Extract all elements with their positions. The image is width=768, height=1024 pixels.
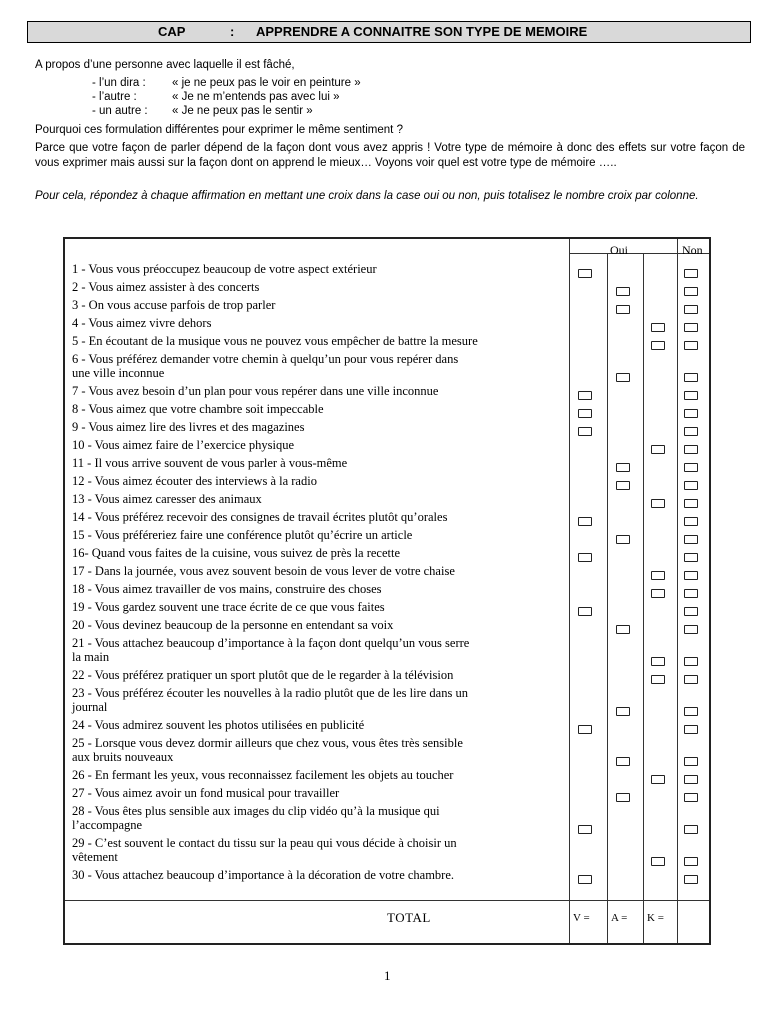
- page-number: 1: [384, 968, 391, 983]
- non-header: Non: [682, 243, 703, 257]
- question-row: [72, 280, 568, 294]
- title-cap: CAP: [158, 24, 186, 39]
- non-checkbox[interactable]: [684, 607, 698, 616]
- question-row: [72, 456, 568, 470]
- question-text: 9 - Vous aimez lire des livres et des magazines: [72, 420, 305, 434]
- non-checkbox[interactable]: [684, 725, 698, 734]
- question-text: 17 - Dans la journée, vous avez souvent besoin de vous lever de votre chaise: [72, 564, 455, 578]
- question-row: [72, 636, 568, 664]
- total-a: A =: [611, 912, 628, 924]
- oui-checkbox-k[interactable]: [651, 341, 665, 350]
- instruction-text: Pour cela, répondez à chaque affirmation en mettant une croix dans la case oui ou non, puis totalisez le nombre croix par colonne.: [35, 190, 699, 202]
- question-text: 6 - Vous préférez demander votre chemin à quelqu’un pour vous repérer dans: [72, 352, 459, 366]
- question-text: 11 - Il vous arrive souvent de vous parler à vous-même: [72, 456, 348, 470]
- oui-checkbox-k[interactable]: [651, 445, 665, 454]
- question-row: [72, 786, 568, 800]
- total-k: K =: [647, 912, 664, 924]
- oui-checkbox-v[interactable]: [578, 409, 592, 418]
- question-text: 2 - Vous aimez assister à des concerts: [72, 280, 260, 294]
- column-divider: [607, 253, 608, 943]
- question-row: [72, 316, 568, 330]
- non-checkbox[interactable]: [684, 775, 698, 784]
- question-row: [72, 736, 568, 764]
- non-checkbox[interactable]: [684, 757, 698, 766]
- question-row: [72, 492, 568, 506]
- oui-checkbox-a[interactable]: [616, 625, 630, 634]
- oui-checkbox-v[interactable]: [578, 553, 592, 562]
- total-v: V =: [573, 912, 590, 924]
- question-text: 15 - Vous préféreriez faire une conférence plutôt qu’écrire un article: [72, 528, 413, 542]
- non-checkbox[interactable]: [684, 391, 698, 400]
- non-checkbox[interactable]: [684, 571, 698, 580]
- intro-text: [35, 58, 747, 73]
- oui-checkbox-v[interactable]: [578, 607, 592, 616]
- question-text: 23 - Vous préférez écouter les nouvelles à la radio plutôt que de les lire dans un: [72, 686, 468, 700]
- explanation-text: Parce que votre façon de parler dépend de la façon dont vous avez appris ! Votre type de mémoire à donc des effets sur votre façon de vous exprimer mais aussi sur la façon dont on apprend le mieux… Voyons voir quel est votre type de mémoire …..: [35, 142, 745, 169]
- question-text: 14 - Vous préférez recevoir des consignes de travail écrites plutôt qu’orales: [72, 510, 448, 524]
- quotes-list: [92, 76, 361, 118]
- non-checkbox[interactable]: [684, 589, 698, 598]
- quote-speaker: - l’un dira :: [92, 77, 146, 89]
- question-text: l’accompagne: [72, 818, 143, 832]
- question-row: [72, 600, 568, 614]
- question-text: 20 - Vous devinez beaucoup de la personne en entendant sa voix: [72, 618, 394, 632]
- question-text: journal: [72, 700, 108, 714]
- title-box: [27, 21, 751, 43]
- question-text: 21 - Vous attachez beaucoup d’importance à la façon dont quelqu’un vous serre: [72, 636, 470, 650]
- question-text: 10 - Vous aimez faire de l’exercice physique: [72, 438, 295, 452]
- oui-checkbox-v[interactable]: [578, 725, 592, 734]
- non-checkbox[interactable]: [684, 341, 698, 350]
- oui-checkbox-a[interactable]: [616, 535, 630, 544]
- oui-checkbox-k[interactable]: [651, 675, 665, 684]
- non-checkbox[interactable]: [684, 305, 698, 314]
- non-checkbox[interactable]: [684, 323, 698, 332]
- question-row: [72, 668, 568, 682]
- question-text: 8 - Vous aimez que votre chambre soit impeccable: [72, 402, 324, 416]
- question-row: [72, 352, 568, 380]
- question-row: [72, 474, 568, 488]
- oui-checkbox-k[interactable]: [651, 323, 665, 332]
- non-checkbox[interactable]: [684, 657, 698, 666]
- non-checkbox[interactable]: [684, 825, 698, 834]
- oui-checkbox-v[interactable]: [578, 391, 592, 400]
- oui-checkbox-a[interactable]: [616, 481, 630, 490]
- quote-speaker: - l’autre :: [92, 91, 137, 103]
- oui-checkbox-k[interactable]: [651, 589, 665, 598]
- non-checkbox[interactable]: [684, 625, 698, 634]
- question-text: 22 - Vous préférez pratiquer un sport plutôt que de le regarder à la télévision: [72, 668, 454, 682]
- non-checkbox[interactable]: [684, 793, 698, 802]
- intro-line: A propos d’une personne avec laquelle il est fâché,: [35, 59, 295, 71]
- quote-text: « Je ne peux pas le sentir »: [172, 105, 313, 117]
- question-text: 30 - Vous attachez beaucoup d’importance à la décoration de votre chambre.: [72, 868, 455, 882]
- question-text: 27 - Vous aimez avoir un fond musical pour travailler: [72, 786, 340, 800]
- total-label: TOTAL: [387, 910, 431, 925]
- column-divider: [643, 253, 644, 943]
- quote-line: [92, 76, 361, 90]
- quote-text: « je ne peux pas le voir en peinture »: [172, 77, 361, 89]
- oui-checkbox-a[interactable]: [616, 463, 630, 472]
- oui-checkbox-k[interactable]: [651, 775, 665, 784]
- non-checkbox[interactable]: [684, 463, 698, 472]
- oui-checkbox-k[interactable]: [651, 571, 665, 580]
- question-text: 1 - Vous vous préoccupez beaucoup de votre aspect extérieur: [72, 262, 377, 276]
- question-text: 24 - Vous admirez souvent les photos utilisées en publicité: [72, 718, 365, 732]
- question-text: 18 - Vous aimez travailler de vos mains, construire des choses: [72, 582, 382, 596]
- question-row: [72, 836, 568, 864]
- non-checkbox[interactable]: [684, 517, 698, 526]
- question-text: vêtement: [72, 850, 118, 864]
- question-row: [72, 262, 568, 276]
- question-text: 26 - En fermant les yeux, vous reconnaissez facilement les objets au toucher: [72, 768, 454, 782]
- question-row: [72, 686, 568, 714]
- question-row: [72, 438, 568, 452]
- oui-checkbox-k[interactable]: [651, 657, 665, 666]
- question-row: [72, 420, 568, 434]
- question-row: [72, 510, 568, 524]
- question-row: [72, 298, 568, 312]
- non-checkbox[interactable]: [684, 535, 698, 544]
- oui-checkbox-a[interactable]: [616, 305, 630, 314]
- question-text: 29 - C’est souvent le contact du tissu sur la peau qui vous décide à choisir un: [72, 836, 457, 850]
- question-text: la main: [72, 650, 110, 664]
- non-checkbox[interactable]: [684, 427, 698, 436]
- question-text: une ville inconnue: [72, 366, 165, 380]
- question-row: [72, 582, 568, 596]
- non-checkbox[interactable]: [684, 269, 698, 278]
- column-divider: [677, 239, 678, 943]
- quote-text: « Je ne m’entends pas avec lui »: [172, 91, 340, 103]
- non-checkbox[interactable]: [684, 373, 698, 382]
- oui-checkbox-v[interactable]: [578, 269, 592, 278]
- question-row: [72, 384, 568, 398]
- question-row: [72, 402, 568, 416]
- oui-checkbox-v[interactable]: [578, 517, 592, 526]
- non-checkbox[interactable]: [684, 409, 698, 418]
- question-text: 19 - Vous gardez souvent une trace écrite de ce que vous faites: [72, 600, 385, 614]
- oui-checkbox-k[interactable]: [651, 499, 665, 508]
- non-checkbox[interactable]: [684, 481, 698, 490]
- question-text: 25 - Lorsque vous devez dormir ailleurs que chez vous, vous êtes très sensible: [72, 736, 463, 750]
- oui-checkbox-a[interactable]: [616, 287, 630, 296]
- question-row: [72, 618, 568, 632]
- question-row: [72, 868, 568, 882]
- oui-checkbox-k[interactable]: [651, 857, 665, 866]
- question-row: [72, 768, 568, 782]
- title-colon: :: [230, 24, 235, 39]
- oui-checkbox-v[interactable]: [578, 875, 592, 884]
- question-row: [72, 528, 568, 542]
- oui-checkbox-a[interactable]: [616, 757, 630, 766]
- question-row: [72, 718, 568, 732]
- non-checkbox[interactable]: [684, 875, 698, 884]
- quote-line: [92, 90, 361, 104]
- question-text: 3 - On vous accuse parfois de trop parler: [72, 298, 276, 312]
- quote-line: [92, 104, 361, 118]
- oui-checkbox-a[interactable]: [616, 793, 630, 802]
- question-text: 13 - Vous aimez caresser des animaux: [72, 492, 262, 506]
- page-title: APPRENDRE A CONNAITRE SON TYPE DE MEMOIRE: [256, 24, 588, 39]
- oui-header: Oui: [610, 243, 628, 257]
- non-checkbox[interactable]: [684, 707, 698, 716]
- question-text: 5 - En écoutant de la musique vous ne pouvez vous empêcher de battre la mesure: [72, 334, 478, 348]
- non-checkbox[interactable]: [684, 857, 698, 866]
- oui-checkbox-a[interactable]: [616, 373, 630, 382]
- oui-checkbox-a[interactable]: [616, 707, 630, 716]
- question-text: 28 - Vous êtes plus sensible aux images du clip vidéo qu’à la musique qui: [72, 804, 440, 818]
- question-row: [72, 564, 568, 578]
- question-row: [72, 334, 568, 348]
- non-checkbox[interactable]: [684, 445, 698, 454]
- oui-checkbox-v[interactable]: [578, 427, 592, 436]
- quote-speaker: - un autre :: [92, 105, 148, 117]
- question-text: 4 - Vous aimez vivre dehors: [72, 316, 212, 330]
- question-text: 16- Quand vous faites de la cuisine, vous suivez de près la recette: [72, 546, 401, 560]
- question-text: Pourquoi ces formulation différentes pour exprimer le même sentiment ?: [35, 124, 403, 136]
- questionnaire-table: [63, 237, 711, 945]
- non-checkbox[interactable]: [684, 499, 698, 508]
- question-row: [72, 804, 568, 832]
- question-row: [72, 546, 568, 560]
- question-text: 7 - Vous avez besoin d’un plan pour vous repérer dans une ville inconnue: [72, 384, 439, 398]
- total-divider: [65, 900, 709, 901]
- non-checkbox[interactable]: [684, 553, 698, 562]
- column-divider: [569, 239, 570, 943]
- non-checkbox[interactable]: [684, 675, 698, 684]
- question-text: 12 - Vous aimez écouter des interviews à la radio: [72, 474, 317, 488]
- non-checkbox[interactable]: [684, 287, 698, 296]
- oui-checkbox-v[interactable]: [578, 825, 592, 834]
- question-text: aux bruits nouveaux: [72, 750, 174, 764]
